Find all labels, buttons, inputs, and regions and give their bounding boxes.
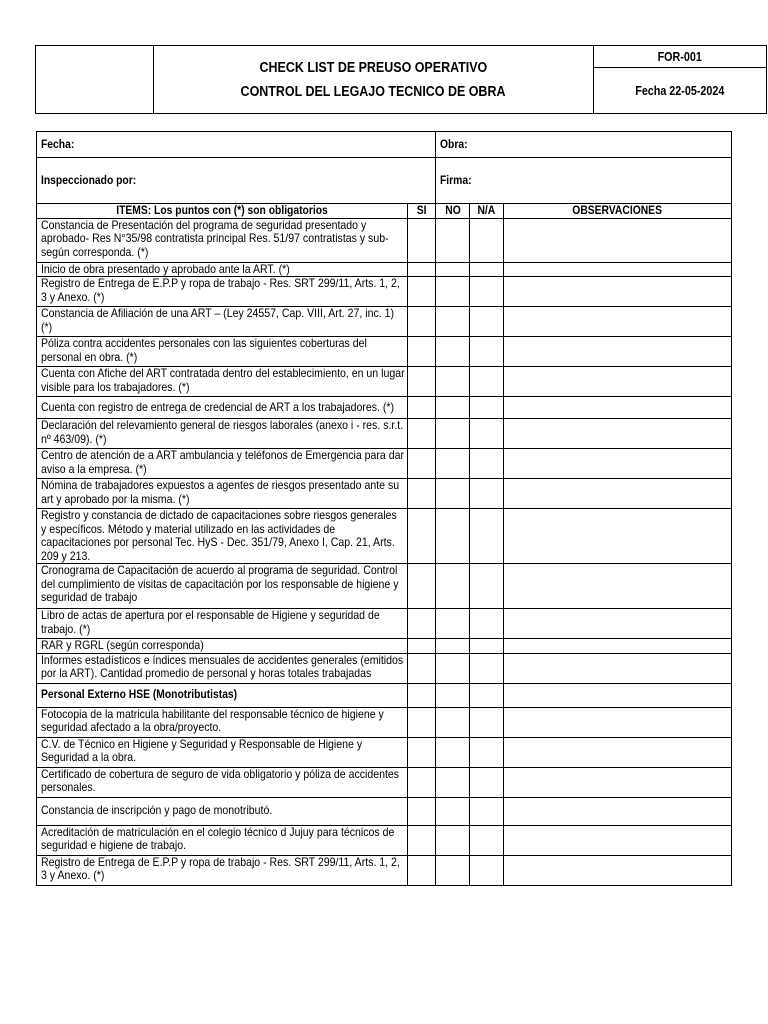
no-checkbox-cell[interactable] (436, 855, 470, 885)
na-checkbox-cell[interactable] (470, 825, 504, 855)
table-row (37, 564, 732, 609)
col-si-label: SI (416, 203, 427, 217)
table-row (37, 825, 732, 855)
item-cell (37, 564, 408, 609)
si-checkbox-cell[interactable] (408, 218, 436, 262)
table-row (37, 337, 732, 367)
na-checkbox-cell[interactable] (470, 609, 504, 639)
si-checkbox-cell[interactable] (408, 639, 436, 654)
na-checkbox-cell[interactable] (470, 397, 504, 419)
document-header (35, 45, 767, 114)
na-checkbox-cell[interactable] (470, 307, 504, 337)
table-row (37, 767, 732, 797)
si-checkbox-cell[interactable] (408, 767, 436, 797)
item-cell (37, 367, 408, 397)
observaciones-cell[interactable] (504, 449, 732, 479)
item-cell (37, 337, 408, 367)
firma-field[interactable] (436, 158, 732, 204)
table-row (37, 509, 732, 564)
si-checkbox-cell[interactable] (408, 509, 436, 564)
observaciones-cell[interactable] (504, 564, 732, 609)
col-na-header (470, 204, 504, 219)
si-checkbox-cell[interactable] (408, 825, 436, 855)
si-checkbox-cell[interactable] (408, 337, 436, 367)
no-checkbox-cell[interactable] (436, 737, 470, 767)
item-cell (37, 855, 408, 885)
col-na-label: N/A (477, 203, 496, 217)
item-text: Cronograma de Capacitación de acuerdo al programa de seguridad. Control del cumplimiento de visitas de capacitación por los responsable de higiene y seguridad de trabajo (41, 563, 399, 604)
no-checkbox-cell[interactable] (436, 564, 470, 609)
si-checkbox-cell[interactable] (408, 449, 436, 479)
table-row (37, 707, 732, 737)
observaciones-cell[interactable] (504, 609, 732, 639)
observaciones-cell[interactable] (504, 639, 732, 654)
item-cell (37, 707, 408, 737)
na-checkbox-cell[interactable] (470, 419, 504, 449)
item-text: Acreditación de matriculación en el colegio técnico d Jujuy para técnicos de seguridad e higiene de trabajo. (41, 825, 395, 852)
no-checkbox-cell[interactable] (436, 797, 470, 825)
inspeccionado-field[interactable] (37, 158, 436, 204)
title-line-1: CHECK LIST DE PREUSO OPERATIVO (259, 59, 488, 76)
section-title: Personal Externo HSE (Monotributistas) (41, 687, 238, 702)
na-checkbox-cell[interactable] (470, 707, 504, 737)
fecha-label: Fecha: (41, 136, 75, 151)
title-line-2: CONTROL DEL LEGAJO TECNICO DE OBRA (241, 83, 506, 100)
item-cell (37, 218, 408, 262)
item-cell (37, 509, 408, 564)
observaciones-cell[interactable] (504, 653, 732, 683)
item-cell (37, 277, 408, 307)
na-checkbox-cell[interactable] (470, 564, 504, 609)
si-checkbox-cell[interactable] (408, 262, 436, 277)
item-text: Póliza contra accidentes personales con las siguientes coberturas del personal en obra. (*) (41, 336, 367, 364)
col-obs-header (504, 204, 732, 219)
checklist-table (36, 131, 732, 886)
na-checkbox-cell[interactable] (470, 337, 504, 367)
item-text: Libro de actas de apertura por el responsable de Higiene y seguridad de trabajo. (*) (41, 608, 380, 636)
fecha-field[interactable] (37, 132, 436, 158)
column-header-row (37, 204, 732, 219)
na-checkbox-cell[interactable] (470, 653, 504, 683)
item-cell (37, 449, 408, 479)
table-row (37, 307, 732, 337)
col-obs-label: OBSERVACIONES (572, 203, 663, 217)
observaciones-cell[interactable] (504, 277, 732, 307)
si-checkbox-cell[interactable] (408, 479, 436, 509)
na-checkbox-cell[interactable] (470, 218, 504, 262)
si-checkbox-cell[interactable] (408, 564, 436, 609)
na-checkbox-cell[interactable] (470, 367, 504, 397)
item-text: Constancia de Presentación del programa de seguridad presentado y aprobado- Res N°35/98 contratista principal Res. 51/97 contratistas y sub-según corresponda. (*) (41, 218, 389, 259)
item-text: Certificado de cobertura de seguro de vida obligatorio y póliza de accidentes personales. (41, 767, 400, 794)
form-code-cell (594, 46, 767, 68)
table-row (37, 262, 732, 277)
form-date-cell (594, 68, 767, 114)
observaciones-cell[interactable] (504, 262, 732, 277)
no-checkbox-cell[interactable] (436, 277, 470, 307)
item-text: Informes estadísticos e índices mensuales de accidentes generales (emitidos por la ART). Cantidad promedio de personal y horas totales trabajadas (41, 653, 404, 680)
observaciones-cell[interactable] (504, 825, 732, 855)
table-row (37, 397, 732, 419)
na-checkbox-cell[interactable] (470, 509, 504, 564)
item-text: Cuenta con Afiche del ART contratada dentro del establecimiento, en un lugar visible para los trabajadores. (*) (41, 366, 405, 394)
no-checkbox-cell[interactable] (436, 218, 470, 262)
observaciones-cell[interactable] (504, 479, 732, 509)
no-checkbox-cell[interactable] (436, 767, 470, 797)
item-cell (37, 262, 408, 277)
table-row (37, 277, 732, 307)
section-header-row (37, 683, 732, 707)
observaciones-cell[interactable] (504, 509, 732, 564)
section-empty-cell (436, 683, 470, 707)
no-checkbox-cell[interactable] (436, 367, 470, 397)
si-checkbox-cell[interactable] (408, 307, 436, 337)
section-empty-cell (408, 683, 436, 707)
no-checkbox-cell[interactable] (436, 653, 470, 683)
observaciones-cell[interactable] (504, 307, 732, 337)
observaciones-cell[interactable] (504, 337, 732, 367)
observaciones-cell[interactable] (504, 737, 732, 767)
item-text: C.V. de Técnico en Higiene y Seguridad y Responsable de Higiene y Seguridad a la obra. (41, 737, 363, 764)
na-checkbox-cell[interactable] (470, 639, 504, 654)
si-checkbox-cell[interactable] (408, 419, 436, 449)
na-checkbox-cell[interactable] (470, 767, 504, 797)
observaciones-cell[interactable] (504, 797, 732, 825)
no-checkbox-cell[interactable] (436, 609, 470, 639)
no-checkbox-cell[interactable] (436, 262, 470, 277)
si-checkbox-cell[interactable] (408, 397, 436, 419)
table-row (37, 449, 732, 479)
item-cell (37, 653, 408, 683)
table-row (37, 653, 732, 683)
header-title-cell (154, 46, 594, 114)
table-row (37, 479, 732, 509)
item-cell (37, 737, 408, 767)
na-checkbox-cell[interactable] (470, 855, 504, 885)
observaciones-cell[interactable] (504, 218, 732, 262)
no-checkbox-cell[interactable] (436, 337, 470, 367)
table-row (37, 419, 732, 449)
na-checkbox-cell[interactable] (470, 797, 504, 825)
observaciones-cell[interactable] (504, 707, 732, 737)
item-text: Registro y constancia de dictado de capacitaciones sobre riesgos generales y específicos. Método y material utilizado en las actividades de capacitaciones por personal Tec. HyS - Dec. 351/79, Anexo I, Cap. 21, Arts. 209 y 213. (41, 508, 397, 563)
item-cell (37, 767, 408, 797)
no-checkbox-cell[interactable] (436, 509, 470, 564)
item-text: Fotocopia de la matricula habilitante del responsable técnico de higiene y seguridad afectado a la obra/proyecto. (41, 707, 384, 734)
obra-label: Obra: (440, 136, 468, 151)
si-checkbox-cell[interactable] (408, 609, 436, 639)
item-cell (37, 609, 408, 639)
item-cell (37, 639, 408, 654)
item-cell (37, 307, 408, 337)
na-checkbox-cell[interactable] (470, 277, 504, 307)
na-checkbox-cell[interactable] (470, 262, 504, 277)
item-cell (37, 797, 408, 825)
item-cell (37, 397, 408, 419)
si-checkbox-cell[interactable] (408, 707, 436, 737)
item-text: Registro de Entrega de E.P.P y ropa de trabajo - Res. SRT 299/11, Arts. 1, 2, 3 y Anexo. (*) (41, 276, 400, 304)
item-text: Inicio de obra presentado y aprobado ante la ART. (*) (41, 262, 290, 276)
inspeccionado-label: Inspeccionado por: (41, 172, 137, 187)
si-checkbox-cell[interactable] (408, 855, 436, 885)
firma-label: Firma: (440, 172, 472, 187)
table-row (37, 609, 732, 639)
item-cell (37, 479, 408, 509)
col-si-header (408, 204, 436, 219)
no-checkbox-cell[interactable] (436, 479, 470, 509)
observaciones-cell[interactable] (504, 397, 732, 419)
si-checkbox-cell[interactable] (408, 367, 436, 397)
item-text: RAR y RGRL (según corresponda) (41, 638, 204, 652)
fecha-row (37, 132, 732, 158)
no-checkbox-cell[interactable] (436, 397, 470, 419)
obra-field[interactable] (436, 132, 732, 158)
item-text: Cuenta con registro de entrega de credencial de ART a los trabajadores. (*) (41, 399, 395, 414)
observaciones-cell[interactable] (504, 419, 732, 449)
na-checkbox-cell[interactable] (470, 479, 504, 509)
section-empty-cell (504, 683, 732, 707)
no-checkbox-cell[interactable] (436, 449, 470, 479)
table-row (37, 218, 732, 262)
table-row (37, 855, 732, 885)
item-text: Registro de Entrega de E.P.P y ropa de trabajo - Res. SRT 299/11, Arts. 1, 2, 3 y Anexo. (*) (41, 855, 400, 882)
col-no-header (436, 204, 470, 219)
na-checkbox-cell[interactable] (470, 449, 504, 479)
item-text: Declaración del relevamiento general de riesgos laborales (anexo i - res. s.r.t. nº 463/09). (*) (41, 418, 404, 446)
item-text: Centro de atención de a ART ambulancia y teléfonos de Emergencia para dar aviso a la empresa. (*) (41, 448, 404, 476)
logo-box (36, 46, 154, 114)
observaciones-cell[interactable] (504, 855, 732, 885)
table-row (37, 639, 732, 654)
na-checkbox-cell[interactable] (470, 737, 504, 767)
table-row (37, 797, 732, 825)
no-checkbox-cell[interactable] (436, 307, 470, 337)
table-row (37, 737, 732, 767)
section-empty-cell (470, 683, 504, 707)
observaciones-cell[interactable] (504, 367, 732, 397)
form-date: Fecha 22-05-2024 (635, 83, 725, 98)
no-checkbox-cell[interactable] (436, 707, 470, 737)
table-row (37, 367, 732, 397)
section-title-cell (37, 683, 408, 707)
observaciones-cell[interactable] (504, 767, 732, 797)
item-text: Constancia de Afiliación de una ART – (Ley 24557, Cap. VIII, Art. 27, inc. 1) (*) (41, 306, 395, 334)
no-checkbox-cell[interactable] (436, 639, 470, 654)
item-cell (37, 825, 408, 855)
col-no-label: NO (444, 203, 461, 217)
si-checkbox-cell[interactable] (408, 797, 436, 825)
no-checkbox-cell[interactable] (436, 419, 470, 449)
si-checkbox-cell[interactable] (408, 737, 436, 767)
item-cell (37, 419, 408, 449)
inspeccion-row (37, 158, 732, 204)
col-items-header (37, 204, 408, 219)
col-items-label: ITEMS: Los puntos con (*) son obligatorios (116, 203, 328, 217)
si-checkbox-cell[interactable] (408, 277, 436, 307)
item-text: Nómina de trabajadores expuestos a agentes de riesgos presentado ante su art y aprobado por la misma. (*) (41, 478, 400, 506)
form-code: FOR-001 (657, 49, 703, 64)
no-checkbox-cell[interactable] (436, 825, 470, 855)
si-checkbox-cell[interactable] (408, 653, 436, 683)
item-text: Constancia de inscripción y pago de monotributó. (41, 803, 273, 818)
